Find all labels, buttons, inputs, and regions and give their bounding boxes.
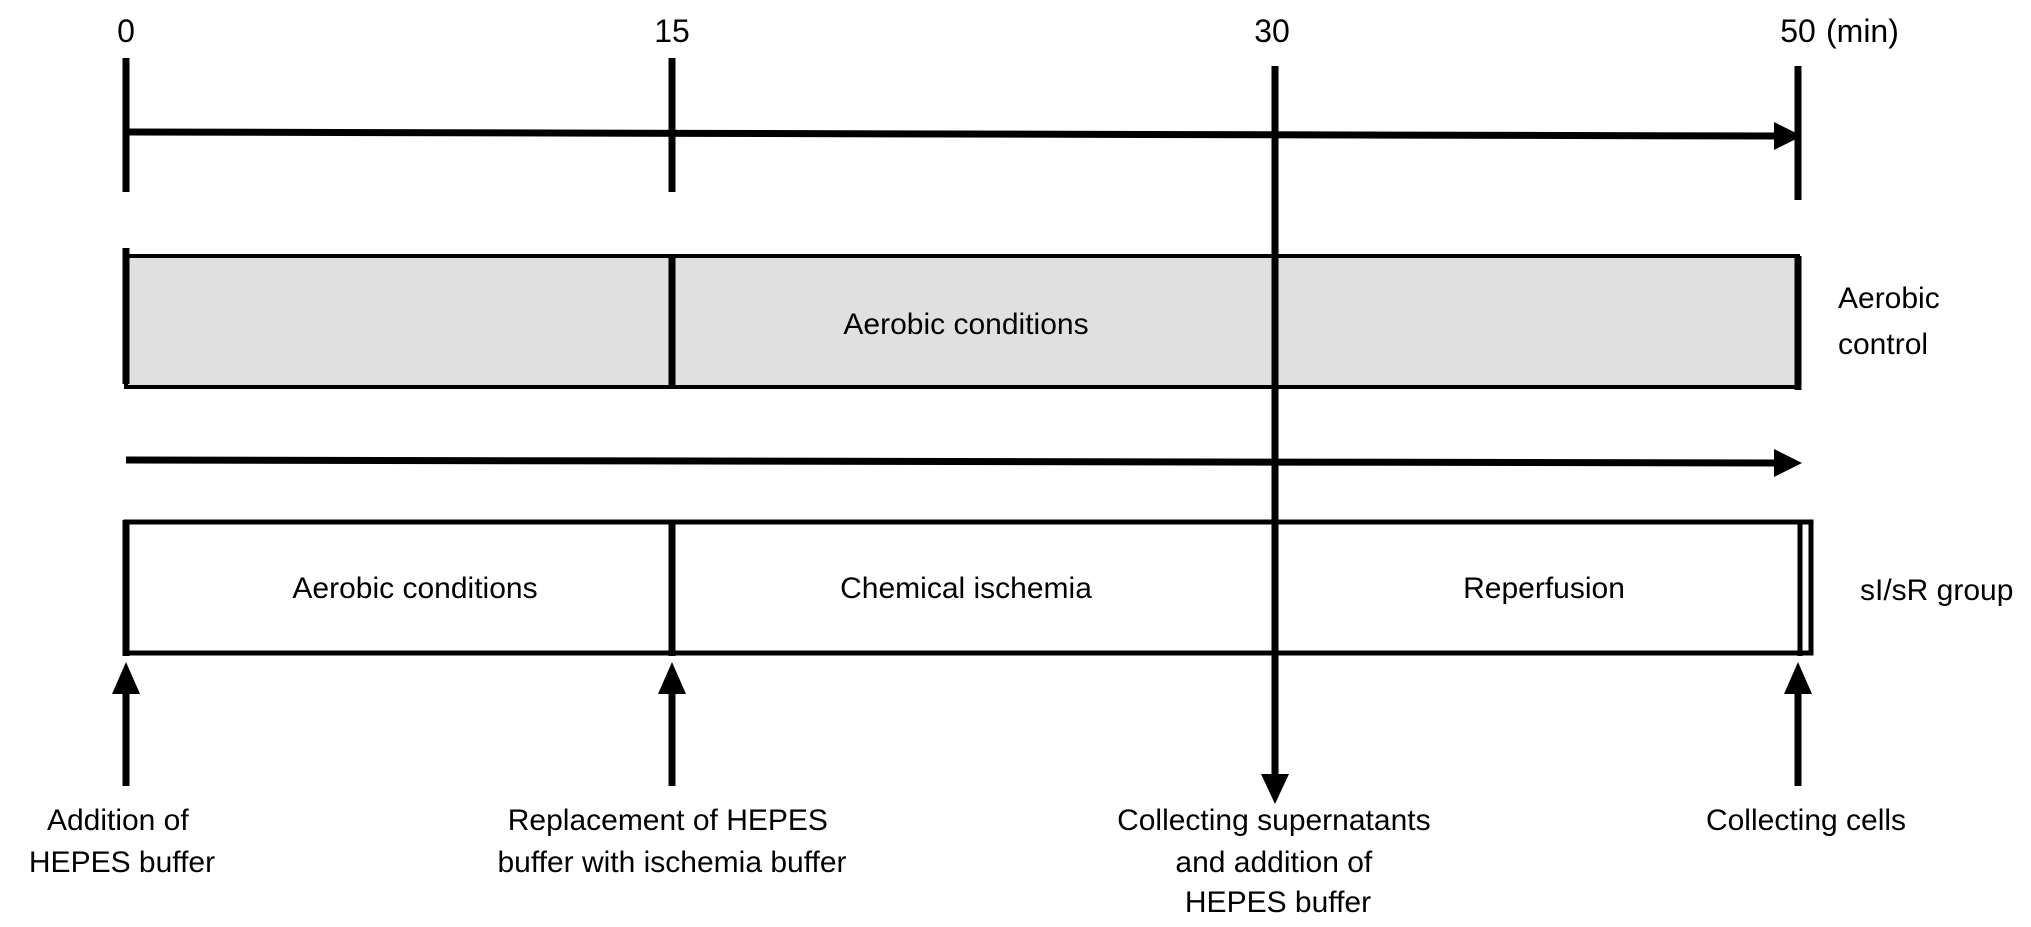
event-label-collect-cells-line1: Collecting cells [1705,804,1907,837]
si-sr-group-row [126,520,1811,656]
si-sr-segment-aerobic: Aerobic conditions [292,572,538,605]
event-label-collect-supernatants-line1: Collecting supernatants [1117,804,1431,837]
event-label-replacement-line2: buffer with ischemia buffer [497,846,847,879]
event-label-addition-line1: Addition of [46,804,189,837]
event-label-collect-supernatants-line3: HEPES buffer [1184,886,1372,919]
event-label-addition-line2: HEPES buffer [28,846,216,879]
event-arrow-15-head [658,662,686,694]
group-timeline-arrowhead [1774,449,1802,477]
event-label-addition [29,804,215,879]
aerobic-control-label-line2: control [1838,328,1929,361]
event-arrow-0-head [112,662,140,694]
si-sr-segment-reperfusion: Reperfusion [1463,572,1625,605]
time-unit-label: (min) [1826,13,1899,49]
event-label-replacement-line1: Replacement of HEPES [507,804,828,837]
tick-label-0: 0 [117,13,135,49]
collect-supernatants-arrowhead [1261,774,1289,804]
si-sr-segment-ischemia: Chemical ischemia [840,572,1092,605]
event-label-collect-cells [1706,804,1906,837]
group-timeline-arrow [126,460,1778,463]
event-arrow-50-head [1784,662,1812,694]
tick-label-30: 30 [1254,13,1290,49]
event-label-replacement [497,804,846,879]
aerobic-control-segment-label: Aerobic conditions [843,308,1089,341]
event-label-collect-supernatants [1117,804,1439,919]
tick-label-50: 50 [1780,13,1816,49]
si-sr-group-label: sI/sR group [1860,574,2014,607]
time-axis-arrow [126,132,1778,136]
time-axis [126,58,1802,200]
aerobic-control-label-line1: Aerobic [1838,282,1940,315]
event-label-collect-supernatants-line2: and addition of [1175,846,1373,879]
aerobic-control-row [126,248,1798,390]
tick-label-15: 15 [654,13,690,49]
